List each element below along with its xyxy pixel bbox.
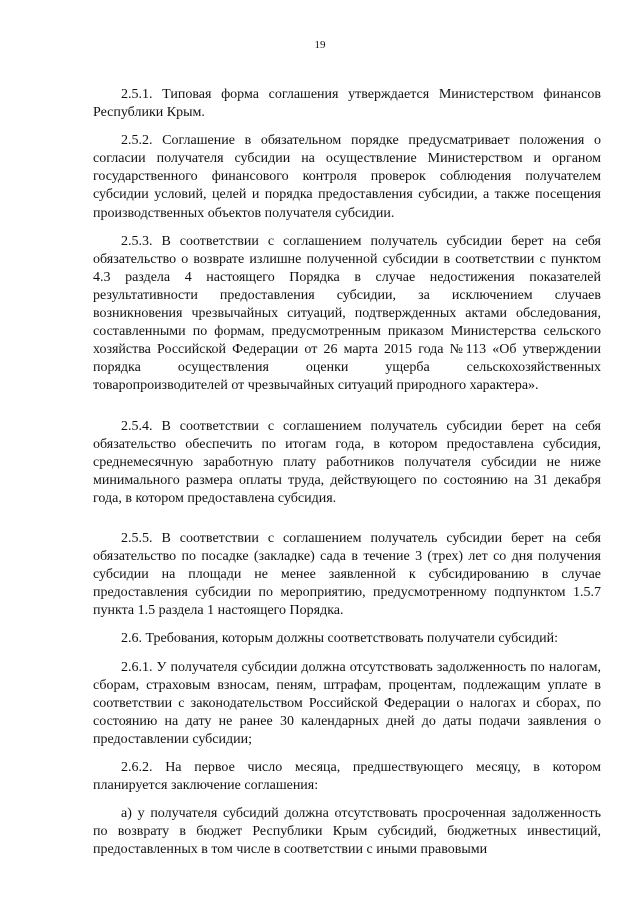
paragraph-2-6-2: 2.6.2. На первое число месяца, предшествующего месяцу, в котором планируется заключение соглашения: [93,760,601,794]
paragraph-2-5-2: 2.5.2. Соглашение в обязательном порядке предусматривает положения о согласии получателя субсидии на осуществление Министерством и органом государственного финансового контроля проверок соблюдения получателем субсидии условий, целей и порядка предоставления субсидии, а также посещения производственных объектов получателя субсидии. [93,133,601,221]
paragraph-2-5-5: 2.5.5. В соответствии с соглашением получатель субсидии берет на себя обязательство по посадке (закладке) сада в течение 3 (трех) лет со дня получения субсидии на площади не менее заявленной к субсидированию в случае предоставления субсидии по мероприятию, предусмотренному подпунктом 1.5.7 пункта 1.5 раздела 1 настоящего Порядка. [93,530,601,619]
paragraph-2-5-1: 2.5.1. Типовая форма соглашения утверждается Министерством финансов Республики Крым. [93,87,601,121]
document-body [93,86,601,859]
paragraph-2-5-3: 2.5.3. В соответствии с соглашением получатель субсидии берет на себя обязательство о возврате излишне полученной субсидии в соответствии с пунктом 4.3 раздела 4 настоящего Порядка в случае недостижения показателей результативности предоставления субсидии, за исключением случаев возникновения чрезвычайных ситуаций, подтвержденных актами обследования, составленными по формам, предусмотренным приказом Министерства сельского хозяйства Российской Федерации от 26 марта 2015 года №113 «Об утверждении порядка осуществления оценки ущерба сельскохозяйственных товаропроизводителей от чрезвычайных ситуаций природного характера». [93,233,601,394]
paragraph-2-6-2-a: а) у получателя субсидий должна отсутствовать просроченная задолженность по возврату в бюджет Республики Крым субсидий, бюджетных инвестиций, предоставленных в том числе в соответствии с иными правовыми [93,806,601,858]
page-number: 19 [314,39,326,51]
paragraph-2-6: 2.6. Требования, которым должны соответствовать получатели субсидий: [121,631,558,647]
paragraph-2-6-1: 2.6.1. У получателя субсидии должна отсутствовать задолженность по налогам, сборам, страховым взносам, пеням, штрафам, процентам, подлежащим уплате в соответствии с законодательством Российской Федерации о налогах и сборах, по состоянию на дату не ранее 30 календарных дней до даты подачи заявления о предоставлении субсидии; [93,659,601,747]
paragraph-2-5-4: 2.5.4. В соответствии с соглашением получатель субсидии берет на себя обязательство обеспечить по итогам года, в котором предоставлена субсидия, среднемесячную заработную плату работников получателя субсидии не ниже минимального размера оплаты труда, действующего по состоянию на 31 декабря года, в котором предоставлена субсидия. [93,418,601,506]
